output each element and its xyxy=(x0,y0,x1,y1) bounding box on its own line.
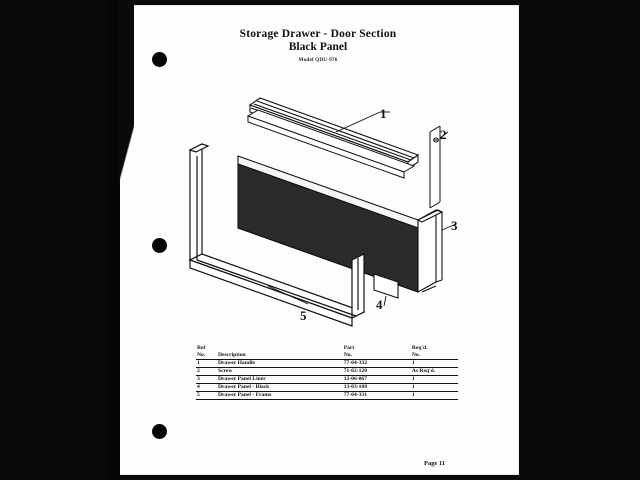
callout-4: 4 xyxy=(376,297,383,312)
cell-part: 12-06-067 xyxy=(343,376,411,384)
header-desc-top xyxy=(217,345,343,352)
cell-reqd: 1 xyxy=(411,360,458,368)
cell-description: Drawer Panel - Black xyxy=(217,384,343,392)
part-drawer-panel-black xyxy=(238,156,436,292)
parts-table-head xyxy=(196,345,458,360)
header-description: Description xyxy=(217,352,343,360)
cell-description: Drawer Panel - Frame xyxy=(217,392,343,400)
cell-description: Drawer Handle xyxy=(217,360,343,368)
cell-part: 13-03-108 xyxy=(343,384,411,392)
part-screw xyxy=(430,126,440,208)
title-line-1: Storage Drawer - Door Section xyxy=(239,28,397,40)
table-row xyxy=(196,384,458,392)
cell-part: 71-02-120 xyxy=(343,368,411,376)
table-header-row-bottom xyxy=(196,352,458,360)
cell-reqd: 1 xyxy=(411,384,458,392)
header-part: Part xyxy=(343,345,355,351)
header-part-no: No. xyxy=(343,352,411,360)
cell-part: 77-04-332 xyxy=(343,360,411,368)
binder-hole xyxy=(152,424,167,439)
cell-ref: 4 xyxy=(196,384,217,392)
parts-table-container xyxy=(196,345,458,400)
cell-description: Screw xyxy=(217,368,343,376)
header-ref-no: No. xyxy=(196,352,217,360)
callout-2: 2 xyxy=(440,127,447,142)
table-row xyxy=(196,376,458,384)
table-row xyxy=(196,392,458,400)
page-number: Page 11 xyxy=(424,460,446,467)
cell-ref: 1 xyxy=(196,360,217,368)
model-number: Model QDU-976 xyxy=(298,57,338,63)
callout-5: 5 xyxy=(300,308,307,323)
page-title xyxy=(118,28,518,63)
table-header-row-top xyxy=(196,345,458,352)
callout-1: 1 xyxy=(380,106,387,121)
header-reqd: Req'd. xyxy=(411,345,428,351)
cell-part: 77-04-331 xyxy=(343,392,411,400)
table-row xyxy=(196,368,458,376)
callout-3: 3 xyxy=(451,218,458,233)
header-reqd-no: No. xyxy=(411,352,458,360)
cell-reqd: 1 xyxy=(411,392,458,400)
cell-reqd: As Req'd. xyxy=(411,368,458,376)
parts-table-body xyxy=(196,360,458,400)
cell-ref: 5 xyxy=(196,392,217,400)
table-row xyxy=(196,360,458,368)
cell-ref: 3 xyxy=(196,376,217,384)
cell-ref: 2 xyxy=(196,368,217,376)
parts-table xyxy=(196,345,458,400)
title-line-2: Black Panel xyxy=(288,41,348,53)
header-ref: Ref xyxy=(197,345,206,351)
drawer-assembly-drawing xyxy=(118,60,518,340)
exploded-parts-diagram xyxy=(118,60,518,340)
cell-reqd: 1 xyxy=(411,376,458,384)
cell-description: Drawer Panel Liner xyxy=(217,376,343,384)
